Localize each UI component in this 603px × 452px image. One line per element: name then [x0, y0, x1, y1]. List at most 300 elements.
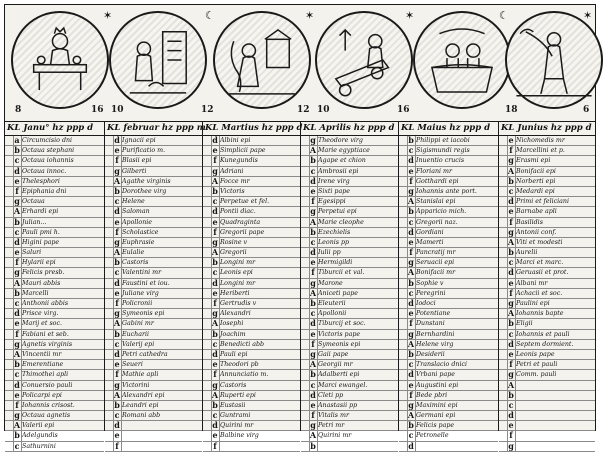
- dominical-letter-cell: d: [309, 319, 318, 328]
- calendar-day-row: [203, 421, 300, 431]
- saint-name-cell: Felicis pape: [416, 422, 455, 430]
- calendar-day-row: [499, 136, 595, 146]
- month-header: KL Aprilis hz ppp d: [301, 122, 398, 136]
- dominical-letter-cell: A: [507, 308, 515, 319]
- dominical-letter-cell: e: [211, 431, 220, 440]
- calendar-day-row: [203, 218, 300, 228]
- calendar-day-row: [203, 136, 300, 146]
- dominical-letter-cell: e: [507, 279, 516, 288]
- dominical-letter-cell: c: [13, 442, 22, 451]
- saint-name-cell: Aniceti pape: [318, 289, 358, 297]
- saint-name-cell: Balbine virg: [220, 432, 259, 440]
- saint-name-cell: Iohannis et pauli: [516, 330, 570, 338]
- calendar-day-row: [203, 289, 300, 299]
- dominical-letter-cell: e: [113, 360, 122, 369]
- saint-name-cell: Petri mr: [318, 422, 345, 430]
- dominical-letter-cell: e: [407, 381, 416, 390]
- dominical-letter-cell: f: [211, 370, 220, 379]
- saint-name-cell: Bonifacii epi: [516, 167, 556, 175]
- band-number: 12: [201, 105, 214, 115]
- saint-name-cell: Romani abb: [122, 412, 161, 420]
- dominical-letter-cell: A: [211, 175, 219, 186]
- saint-name-cell: Circumcisio dni: [22, 137, 73, 144]
- dominical-letter-cell: c: [13, 156, 22, 165]
- saint-name-cell: Eucharii: [122, 330, 150, 338]
- calendar-day-row: [399, 238, 498, 248]
- saint-name-cell: Faustini et iou.: [122, 279, 170, 287]
- saint-name-cell: Peregrini: [416, 289, 446, 297]
- dominical-letter-cell: f: [13, 258, 22, 267]
- saint-name-cell: Agathe virginis: [122, 177, 171, 185]
- dominical-letter-cell: b: [309, 442, 318, 451]
- saint-name-cell: Quirini mr: [220, 422, 254, 430]
- dominical-letter-cell: c: [113, 340, 122, 349]
- dominical-letter-cell: d: [309, 177, 318, 186]
- calendar-day-row: [5, 370, 104, 380]
- saint-name-cell: Vrbani pape: [416, 371, 455, 379]
- calendar-day-row: [105, 350, 202, 360]
- saint-name-cell: Purificatio m.: [122, 147, 166, 155]
- saint-name-cell: Mamerti: [416, 238, 444, 246]
- calendar-day-row: [5, 146, 104, 156]
- calendar-day-row: [301, 319, 398, 329]
- dominical-letter-cell: e: [407, 238, 416, 247]
- dominical-letter-cell: d: [507, 411, 516, 420]
- dominical-letter-cell: A: [507, 165, 515, 176]
- saint-name-cell: Cleti pp: [318, 391, 344, 399]
- saint-name-cell: Iosephi: [220, 320, 244, 328]
- saint-name-cell: Agape et chion: [318, 157, 366, 165]
- calendar-day-row: [399, 136, 498, 146]
- calendar-day-row: [399, 350, 498, 360]
- calendar-day-row: [399, 228, 498, 238]
- dominical-letter-cell: f: [507, 431, 516, 440]
- saint-name-cell: Kunegundis: [220, 157, 258, 165]
- dominical-letter-cell: b: [13, 289, 22, 298]
- dominical-letter-cell: f: [407, 248, 416, 257]
- calendar-day-row: [499, 319, 595, 329]
- calendar-day-row: [499, 370, 595, 380]
- dominical-letter-cell: A: [113, 247, 121, 258]
- calendar-day-row: [203, 350, 300, 360]
- saint-name-cell: Comm. pauli: [516, 371, 557, 379]
- saint-name-cell: Basilidis: [516, 218, 543, 226]
- band-number: 12: [297, 105, 310, 115]
- dominical-letter-cell: b: [113, 330, 122, 339]
- month-column: [5, 122, 105, 451]
- dominical-letter-cell: c: [407, 218, 416, 227]
- dominical-letter-cell: b: [407, 279, 416, 288]
- calendar-day-row: [105, 360, 202, 370]
- saint-name-cell: Thimothei apli: [22, 371, 69, 379]
- dominical-letter-cell: b: [407, 350, 416, 359]
- dominical-letter-cell: f: [407, 391, 416, 400]
- calendar-day-row: [301, 330, 398, 340]
- saint-name-cell: Paulini epi: [516, 300, 550, 307]
- saint-name-cell: Petri et pauli: [516, 361, 558, 369]
- calendar-day-row: [399, 442, 498, 452]
- dominical-letter-cell: f: [309, 411, 318, 420]
- saint-name-cell: Vitalis mr: [318, 412, 349, 420]
- dominical-letter-cell: c: [211, 268, 220, 277]
- saint-name-cell: Victoris pape: [318, 330, 361, 338]
- saint-name-cell: Benedicti abb: [220, 340, 265, 348]
- saint-name-cell: Iohannis bapte: [516, 310, 564, 318]
- dominical-letter-cell: d: [407, 228, 416, 237]
- dominical-letter-cell: A: [211, 389, 219, 400]
- saint-name-cell: Octaua stephani: [22, 147, 75, 155]
- dominical-letter-cell: b: [113, 401, 122, 410]
- saint-name-cell: Sigismundi regis: [416, 147, 470, 155]
- saint-name-cell: Gregorii pape: [220, 228, 265, 236]
- january-feasting-vignette: [11, 11, 109, 109]
- dominical-letter-cell: e: [309, 330, 318, 339]
- dominical-letter-cell: g: [113, 381, 122, 390]
- dominical-letter-cell: b: [507, 177, 516, 186]
- saint-name-cell: Iulii pp: [318, 249, 341, 257]
- dominical-letter-cell: c: [507, 258, 516, 267]
- calendar-day-row: [203, 431, 300, 441]
- month-column: [301, 122, 399, 451]
- calendar-day-row: [301, 187, 398, 197]
- dominical-letter-cell: b: [309, 370, 318, 379]
- saint-name-cell: Octaua agnetis: [22, 412, 71, 420]
- dominical-letter-cell: e: [13, 248, 22, 257]
- saint-name-cell: Apollonii: [318, 310, 347, 318]
- dominical-letter-cell: A: [13, 420, 21, 431]
- dominical-letter-cell: c: [507, 401, 516, 410]
- saint-name-cell: Marij et soc.: [22, 320, 62, 328]
- dominical-letter-cell: f: [113, 228, 122, 237]
- dominical-letter-cell: c: [13, 228, 22, 237]
- dominical-letter-cell: d: [211, 421, 220, 430]
- calendar-day-row: [399, 279, 498, 289]
- saint-name-cell: Apollonie: [122, 218, 152, 226]
- saint-name-cell: Valerij epi: [122, 340, 155, 348]
- dominical-letter-cell: d: [211, 207, 220, 216]
- calendar-day-row: [399, 156, 498, 166]
- dominical-letter-cell: A: [407, 338, 415, 349]
- calendar-day-row: [203, 401, 300, 411]
- saint-name-cell: Hermigildi: [318, 259, 353, 267]
- saint-name-cell: Ruperti epi: [220, 391, 256, 399]
- dominical-letter-cell: g: [507, 442, 516, 451]
- saint-name-cell: Iodoci: [416, 300, 436, 307]
- saint-name-cell: Blasii epi: [122, 157, 152, 165]
- saint-name-cell: Barnabe apli: [516, 208, 557, 216]
- saint-name-cell: Potentiane: [416, 310, 451, 318]
- saint-name-cell: Castoris: [220, 381, 247, 389]
- saint-name-cell: Inuentio crucis: [416, 157, 465, 165]
- month-column: [499, 122, 595, 451]
- saint-name-cell: Simplicii pape: [220, 147, 266, 155]
- saint-name-cell: Octaua innoc.: [22, 167, 67, 175]
- month-header: KL Martius hz ppp d: [203, 122, 300, 136]
- saint-name-cell: Eustasii: [220, 401, 246, 409]
- calendar-day-row: [301, 299, 398, 309]
- saint-name-cell: Thelesphori: [22, 177, 60, 185]
- saint-name-cell: Philippi et iacobi: [416, 137, 470, 144]
- saint-name-cell: Tiburcii et val.: [318, 269, 365, 277]
- dominical-letter-cell: d: [309, 248, 318, 257]
- saint-name-cell: Achacii et soc.: [516, 289, 563, 297]
- calendar-day-row: [499, 248, 595, 258]
- saint-name-cell: Marcelli: [22, 289, 49, 297]
- dominical-letter-cell: c: [407, 289, 416, 298]
- calendar-day-row: [5, 381, 104, 391]
- dominical-letter-cell: c: [407, 431, 416, 440]
- saint-name-cell: Rosine v: [220, 238, 248, 246]
- dominical-letter-cell: d: [113, 207, 122, 216]
- saint-name-cell: Translacio dnici: [416, 361, 467, 369]
- dominical-letter-cell: A: [13, 277, 21, 288]
- month-header: KL februar hz ppp m: [105, 122, 202, 136]
- saint-name-cell: Anthonii abbis: [22, 300, 69, 307]
- dominical-letter-cell: d: [309, 391, 318, 400]
- saint-name-cell: Erhardi epi: [22, 208, 59, 216]
- dominical-letter-cell: A: [211, 247, 219, 258]
- saint-name-cell: Pancratij mr: [416, 249, 456, 257]
- dominical-letter-cell: d: [211, 350, 220, 359]
- dominical-letter-cell: c: [309, 309, 318, 318]
- calendar-day-row: [5, 207, 104, 217]
- dominical-letter-cell: c: [309, 167, 318, 176]
- calendar-day-row: [5, 309, 104, 319]
- saint-name-cell: Geruasii et prot.: [516, 269, 569, 277]
- saint-name-cell: Quirini mr: [318, 432, 352, 440]
- saint-name-cell: Petri cathedra: [122, 350, 168, 358]
- saint-name-cell: Heriberti: [220, 289, 250, 297]
- saint-name-cell: Bonifacii mr: [416, 269, 456, 277]
- dominical-letter-cell: g: [407, 330, 416, 339]
- saint-name-cell: Erasmi epi: [516, 157, 551, 165]
- saint-name-cell: Aurelii: [516, 249, 538, 257]
- dominical-letter-cell: c: [113, 411, 122, 420]
- dominical-letter-cell: b: [211, 258, 220, 267]
- month-column: [203, 122, 303, 451]
- dominical-letter-cell: b: [13, 360, 22, 369]
- saint-name-cell: Victoris: [220, 187, 245, 195]
- dominical-letter-cell: e: [211, 218, 220, 227]
- saint-name-cell: Dunstani: [416, 320, 445, 328]
- saint-name-cell: Sathurnini: [22, 442, 56, 450]
- saint-name-cell: Albani mr: [516, 279, 548, 287]
- saint-name-cell: Eulalie: [122, 249, 145, 257]
- dominical-letter-cell: A: [507, 236, 515, 247]
- calendar-day-row: [499, 279, 595, 289]
- dominical-letter-cell: b: [13, 218, 22, 227]
- saint-name-cell: Theodore virg: [318, 137, 363, 144]
- saint-name-cell: Nichomedis mr: [516, 137, 565, 144]
- dominical-letter-cell: f: [309, 340, 318, 349]
- dominical-letter-cell: g: [13, 197, 22, 206]
- saint-name-cell: Agnetis virginis: [22, 340, 73, 348]
- calendar-day-row: [5, 238, 104, 248]
- calendar-day-row: [105, 258, 202, 268]
- saint-name-cell: Iohannis crisost.: [22, 401, 75, 409]
- saint-name-cell: Octaua: [22, 198, 45, 206]
- dominical-letter-cell: g: [13, 268, 22, 277]
- dominical-letter-cell: e: [113, 289, 122, 298]
- saint-name-cell: Septem dormient.: [516, 340, 574, 348]
- dominical-letter-cell: a: [13, 136, 22, 145]
- dominical-letter-cell: d: [13, 309, 22, 318]
- dominical-letter-cell: g: [507, 156, 516, 165]
- june-mowing-vignette: [505, 11, 603, 109]
- dominical-letter-cell: d: [507, 268, 516, 277]
- month-column: [105, 122, 206, 451]
- dominical-letter-cell: g: [507, 228, 516, 237]
- dominical-letter-cell: g: [309, 350, 318, 359]
- dominical-letter-cell: f: [211, 228, 220, 237]
- star-ornament-icon: ✶: [103, 9, 113, 22]
- dominical-letter-cell: b: [309, 156, 318, 165]
- saint-name-cell: Tiburcij et soc.: [318, 320, 366, 328]
- saint-name-cell: Gordiani: [416, 228, 444, 236]
- calendar-day-row: [203, 442, 300, 452]
- dominical-letter-cell: c: [507, 330, 516, 339]
- calendar-day-row: [301, 391, 398, 401]
- saint-name-cell: Mathie apli: [122, 371, 159, 379]
- dominical-letter-cell: d: [407, 299, 416, 308]
- dominical-letter-cell: f: [113, 299, 122, 308]
- band-number: 8: [15, 105, 22, 115]
- dominical-letter-cell: A: [407, 196, 415, 207]
- saint-name-cell: Adriani: [220, 167, 244, 175]
- calendar-day-row: [105, 330, 202, 340]
- saint-name-cell: Viti et modesti: [516, 238, 563, 246]
- saint-name-cell: Ezechielis: [318, 228, 351, 236]
- saint-name-cell: Saloman: [122, 208, 150, 216]
- saint-name-cell: Alexandri epi: [122, 391, 165, 399]
- saint-name-cell: Gabini mr: [122, 320, 154, 328]
- calendar-day-row: [399, 207, 498, 217]
- band-number: 10: [317, 105, 330, 115]
- calendar-day-row: [105, 370, 202, 380]
- dominical-letter-cell: e: [507, 207, 516, 216]
- dominical-letter-cell: f: [309, 268, 318, 277]
- february-warming-vignette: [109, 11, 207, 109]
- dominical-letter-cell: f: [407, 177, 416, 186]
- month-header: KL Janu° hz ppp d: [5, 122, 104, 136]
- saint-name-cell: Eleuterii: [318, 300, 346, 307]
- dominical-letter-cell: b: [113, 187, 122, 196]
- dominical-letter-cell: g: [211, 381, 220, 390]
- saint-name-cell: Iohannis ante port.: [416, 187, 477, 195]
- dominical-letter-cell: g: [113, 238, 122, 247]
- saint-name-cell: Adelgundis: [22, 432, 58, 440]
- calendar-day-row: [203, 207, 300, 217]
- calendar-day-row: [5, 218, 104, 228]
- saint-name-cell: Bernhardini: [416, 330, 455, 338]
- dominical-letter-cell: c: [113, 268, 122, 277]
- dominical-letter-cell: f: [309, 197, 318, 206]
- saint-name-cell: Gaii pape: [318, 350, 349, 358]
- saint-name-cell: Irene virg: [318, 177, 350, 185]
- dominical-letter-cell: d: [113, 421, 122, 430]
- woodcut-band: [5, 5, 595, 122]
- calendar-day-row: [105, 146, 202, 156]
- dominical-letter-cell: g: [507, 299, 516, 308]
- dominical-letter-cell: d: [211, 279, 220, 288]
- dominical-letter-cell: f: [13, 187, 22, 196]
- calendar-day-row: [499, 207, 595, 217]
- saint-name-cell: Epiphania dni: [22, 187, 67, 195]
- calendar-day-row: [301, 442, 398, 452]
- calendar-day-row: [105, 136, 202, 146]
- calendar-day-row: [399, 299, 498, 309]
- calendar-day-row: [499, 421, 595, 431]
- dominical-letter-cell: f: [211, 299, 220, 308]
- dominical-letter-cell: c: [309, 238, 318, 247]
- calendar-day-row: [105, 289, 202, 299]
- saint-name-cell: Augustini epi: [416, 381, 459, 389]
- calendar-day-row: [399, 167, 498, 177]
- dominical-letter-cell: d: [113, 136, 122, 145]
- calendar-day-row: [5, 442, 104, 452]
- calendar-day-row: [399, 370, 498, 380]
- dominical-letter-cell: A: [407, 267, 415, 278]
- dominical-letter-cell: e: [407, 167, 416, 176]
- saint-name-cell: Marcellini et p.: [516, 147, 565, 155]
- saint-name-cell: Mauri abbis: [22, 279, 61, 287]
- dominical-letter-cell: f: [507, 360, 516, 369]
- calendar-day-row: [5, 167, 104, 177]
- calendar-day-row: [301, 401, 398, 411]
- saint-name-cell: Leonis epi: [220, 269, 253, 277]
- dominical-letter-cell: b: [407, 421, 416, 430]
- dominical-letter-cell: b: [309, 228, 318, 237]
- dominical-letter-cell: A: [407, 410, 415, 421]
- saint-name-cell: Symeonis epi: [122, 310, 165, 318]
- dominical-letter-cell: e: [113, 146, 122, 155]
- dominical-letter-cell: f: [211, 156, 220, 165]
- saint-name-cell: Pontii diac.: [220, 208, 256, 216]
- dominical-letter-cell: g: [309, 421, 318, 430]
- saint-name-cell: Adalberti epi: [318, 371, 360, 379]
- dominical-letter-cell: A: [113, 175, 121, 186]
- dominical-letter-cell: e: [13, 177, 22, 186]
- saint-name-cell: Medardi epi: [516, 187, 555, 195]
- saint-name-cell: Vincentii mr: [22, 350, 62, 358]
- dominical-letter-cell: A: [211, 318, 219, 329]
- saint-name-cell: Prisce virg.: [22, 310, 59, 318]
- dominical-letter-cell: f: [211, 442, 220, 451]
- dominical-letter-cell: b: [13, 431, 22, 440]
- saint-name-cell: Emerentiane: [22, 361, 64, 369]
- dominical-letter-cell: g: [113, 167, 122, 176]
- dominical-letter-cell: g: [211, 238, 220, 247]
- calendar-day-row: [5, 177, 104, 187]
- saint-name-cell: Pauli epi: [220, 350, 248, 358]
- dominical-letter-cell: e: [507, 421, 516, 430]
- dominical-letter-cell: c: [211, 340, 220, 349]
- saint-name-cell: Fabiani et seb.: [22, 330, 69, 338]
- moon-ornament-icon: ☾: [205, 9, 215, 22]
- saint-name-cell: Gilberti: [122, 167, 147, 175]
- dominical-letter-cell: g: [309, 207, 318, 216]
- saint-name-cell: Helene: [122, 198, 145, 206]
- saint-name-cell: Valerii epi: [22, 422, 55, 430]
- dominical-letter-cell: f: [507, 146, 516, 155]
- dominical-letter-cell: b: [507, 248, 516, 257]
- saint-name-cell: Seueri: [122, 361, 143, 369]
- saint-name-cell: Apparicio mich.: [416, 208, 467, 216]
- saint-name-cell: Bede pbri: [416, 391, 448, 399]
- month-header: KL Junius hz ppp d: [499, 122, 595, 136]
- dominical-letter-cell: A: [113, 389, 121, 400]
- saint-name-cell: Marie egyptiace: [318, 147, 370, 155]
